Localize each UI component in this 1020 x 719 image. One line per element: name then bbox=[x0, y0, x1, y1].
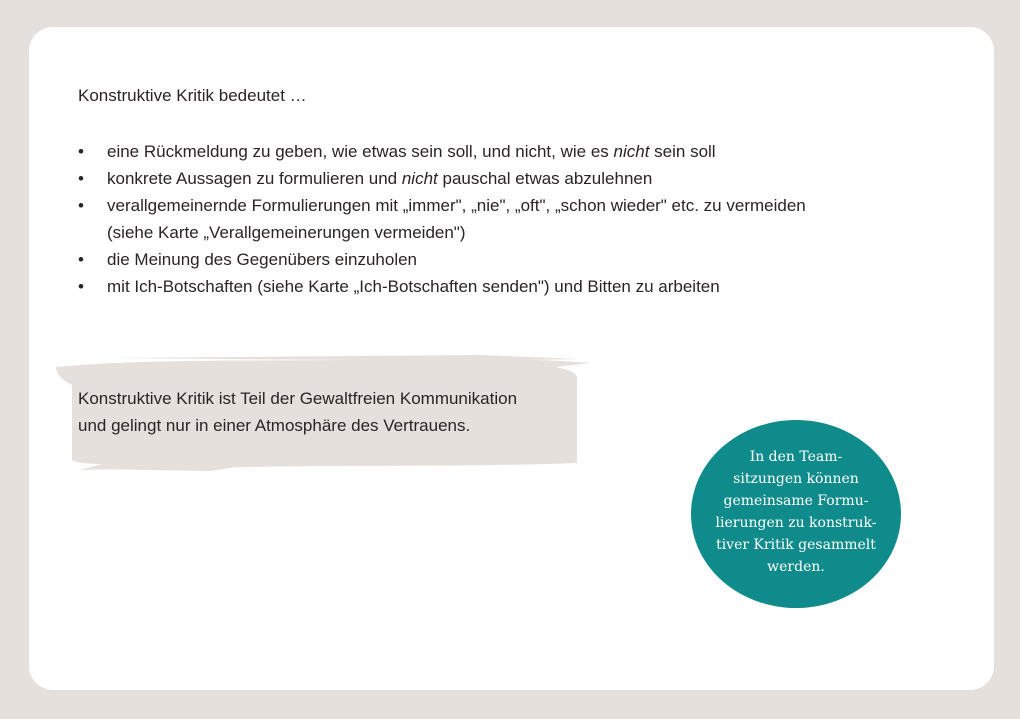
bullet-text: pauschal etwas abzulehnen bbox=[437, 169, 653, 188]
bullet-dot: • bbox=[78, 142, 84, 161]
bullet-list bbox=[78, 138, 898, 300]
tip-circle bbox=[691, 420, 901, 608]
bullet-text: eine Rückmeldung zu geben, wie etwas sein soll, und nicht, wie es bbox=[107, 142, 614, 161]
tip-text: In den Team- sitzungen können gemeinsame Formu- lierungen zu konstruk- tiver Kritik gesammelt werden. bbox=[715, 449, 877, 575]
bullet-dot: • bbox=[78, 277, 84, 296]
bullet-dot: • bbox=[78, 196, 84, 215]
bullet-text-continued: (siehe Karte „Verallgemeinerungen vermeiden") bbox=[107, 223, 466, 242]
highlight-quote bbox=[78, 385, 578, 439]
bullet-item bbox=[78, 273, 898, 300]
quote-line: Konstruktive Kritik ist Teil der Gewaltfreien Kommunikation bbox=[78, 389, 518, 408]
bullet-dot: • bbox=[78, 169, 84, 188]
quote-line: und gelingt nur in einer Atmosphäre des Vertrauens. bbox=[78, 416, 471, 435]
intro-heading: Konstruktive Kritik bedeutet … bbox=[78, 86, 307, 105]
bullet-text: sein soll bbox=[649, 142, 716, 161]
bullet-text: die Meinung des Gegenübers einzuholen bbox=[107, 250, 418, 269]
bullet-emphasis: nicht bbox=[401, 169, 438, 188]
bullet-text: konkrete Aussagen zu formulieren und bbox=[107, 169, 402, 188]
bullet-item bbox=[78, 192, 898, 246]
bullet-text: mit Ich-Botschaften (siehe Karte „Ich-Botschaften senden") und Bitten zu arbeiten bbox=[107, 277, 720, 296]
bullet-dot: • bbox=[78, 250, 84, 269]
bullet-emphasis: nicht bbox=[613, 142, 650, 161]
bullet-item bbox=[78, 138, 898, 165]
bullet-item bbox=[78, 246, 898, 273]
bullet-item bbox=[78, 165, 898, 192]
bullet-text: verallgemeinernde Formulierungen mit „immer", „nie", „oft", „schon wieder" etc. zu vermeiden bbox=[107, 196, 806, 215]
